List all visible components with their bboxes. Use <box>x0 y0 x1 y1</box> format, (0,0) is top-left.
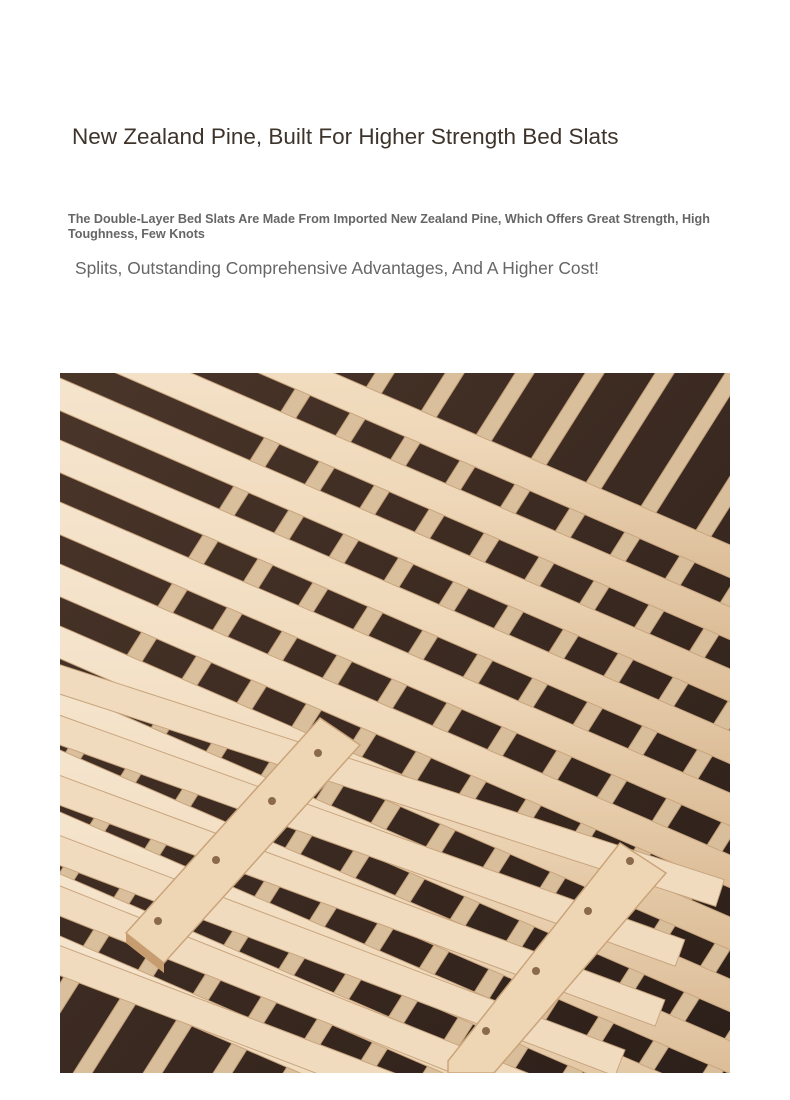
section-tagline: Splits, Outstanding Comprehensive Advantages, And A Higher Cost! <box>75 258 599 278</box>
bed-slats-photo <box>60 373 730 1073</box>
section-title: New Zealand Pine, Built For Higher Strength Bed Slats <box>72 124 619 149</box>
section-subtitle: The Double-Layer Bed Slats Are Made From Imported New Zealand Pine, Which Offers Great Strength, High Toughness, Few Knots <box>68 212 710 241</box>
bed-slats-illustration <box>60 373 730 1073</box>
